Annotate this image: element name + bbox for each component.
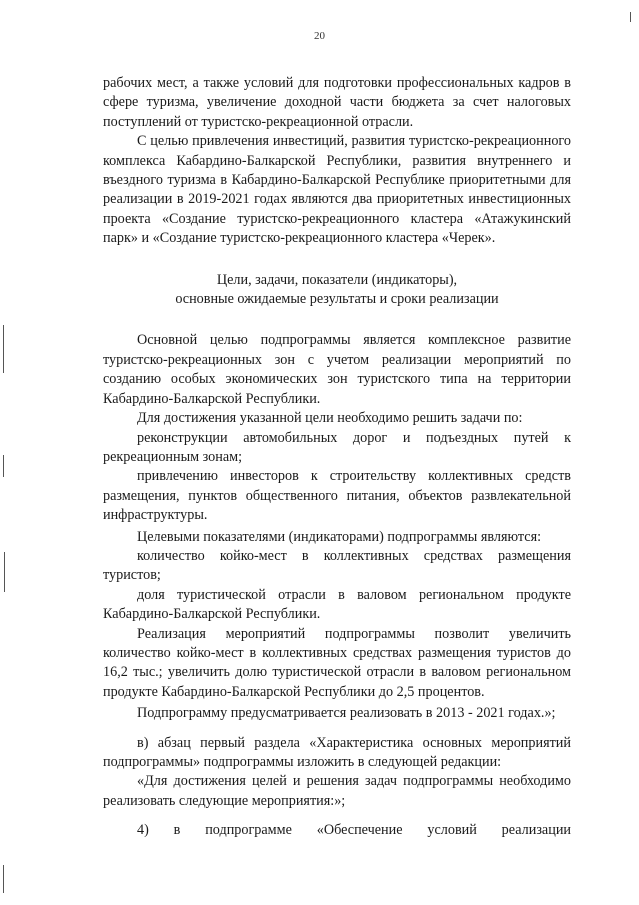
paragraph-results: Реализация мероприятий подпрограммы позволит увеличить количество койко-мест в коллективных средствах размещения туристов до 16,2 тыс.; увеличить долю туристической отрасли в валовом региональном продукте Кабардино-Балкарской Республики до 2,5 процентов. bbox=[103, 625, 571, 700]
paragraph-task-investors: привлечению инвесторов к строительству коллективных средств размещения, пунктов общественного питания, объектов развлекательной инфраструктуры. bbox=[103, 468, 571, 524]
document-body bbox=[103, 74, 571, 841]
scan-mark-5 bbox=[630, 12, 631, 22]
scan-mark-3 bbox=[4, 552, 5, 592]
paragraph-main-goal: Основной целью подпрограммы является комплексное развитие туристско-рекреационных зон с учетом реализации мероприятий по созданию особых экономических зон туристского типа на территории Кабардино-Балкарской Республики. bbox=[103, 332, 571, 407]
paragraph-investment: С целью привлечения инвестиций, развития туристско-рекреационного комплекса Кабардино-Балкарской Республики, развития внутреннего и въездного туризма в Кабардино-Балкарской Республике приоритетными для реализации в 2019-2021 годах являются два приоритетных инвестиционных проекта «Создание туристско-рекреационного кластера «Атажукинский парк» и «Создание туристско-рекреационного кластера «Черек». bbox=[103, 133, 571, 247]
scan-mark-4 bbox=[3, 865, 4, 893]
paragraph-indicator-beds: количество койко-мест в коллективных средствах размещения туристов; bbox=[103, 547, 571, 584]
scan-mark-1 bbox=[3, 325, 4, 373]
page-number: 20 bbox=[314, 30, 325, 42]
paragraph-indicator-share: доля туристической отрасли в валовом региональном продукте Кабардино-Балкарской Республики. bbox=[103, 586, 571, 623]
paragraph-continuation: рабочих мест, а также условий для подготовки профессиональных кадров в сфере туризма, увеличение доходной части бюджета за счет налоговых поступлений от туристско-рекреационной отрасли. bbox=[103, 75, 571, 130]
section-heading-line-1: Цели, задачи, показатели (индикаторы), bbox=[216, 271, 458, 288]
section-heading bbox=[103, 271, 571, 310]
paragraph-tasks-intro: Для достижения указанной цели необходимо решить задачи по: bbox=[137, 410, 523, 427]
paragraph-amendment-v: в) абзац первый раздела «Характеристика основных мероприятий подпрограммы» подпрограммы изложить в следующей редакции: bbox=[103, 734, 571, 770]
paragraph-amendment-4: 4) в подпрограмме «Обеспечение условий реализации bbox=[137, 822, 571, 839]
paragraph-indicators-intro: Целевыми показателями (индикаторами) подпрограммы являются: bbox=[137, 528, 542, 545]
paragraph-amendment-quote: «Для достижения целей и решения задач подпрограммы необходимо реализовать следующие мероприятия:»; bbox=[103, 773, 571, 809]
paragraph-task-roads: реконструкции автомобильных дорог и подъездных путей к рекреационным зонам; bbox=[103, 429, 571, 465]
scan-mark-2 bbox=[3, 455, 4, 477]
section-heading-line-2: основные ожидаемые результаты и сроки реализации bbox=[175, 291, 499, 308]
paragraph-timeline: Подпрограмму предусматривается реализовать в 2013 - 2021 годах.»; bbox=[137, 705, 556, 722]
